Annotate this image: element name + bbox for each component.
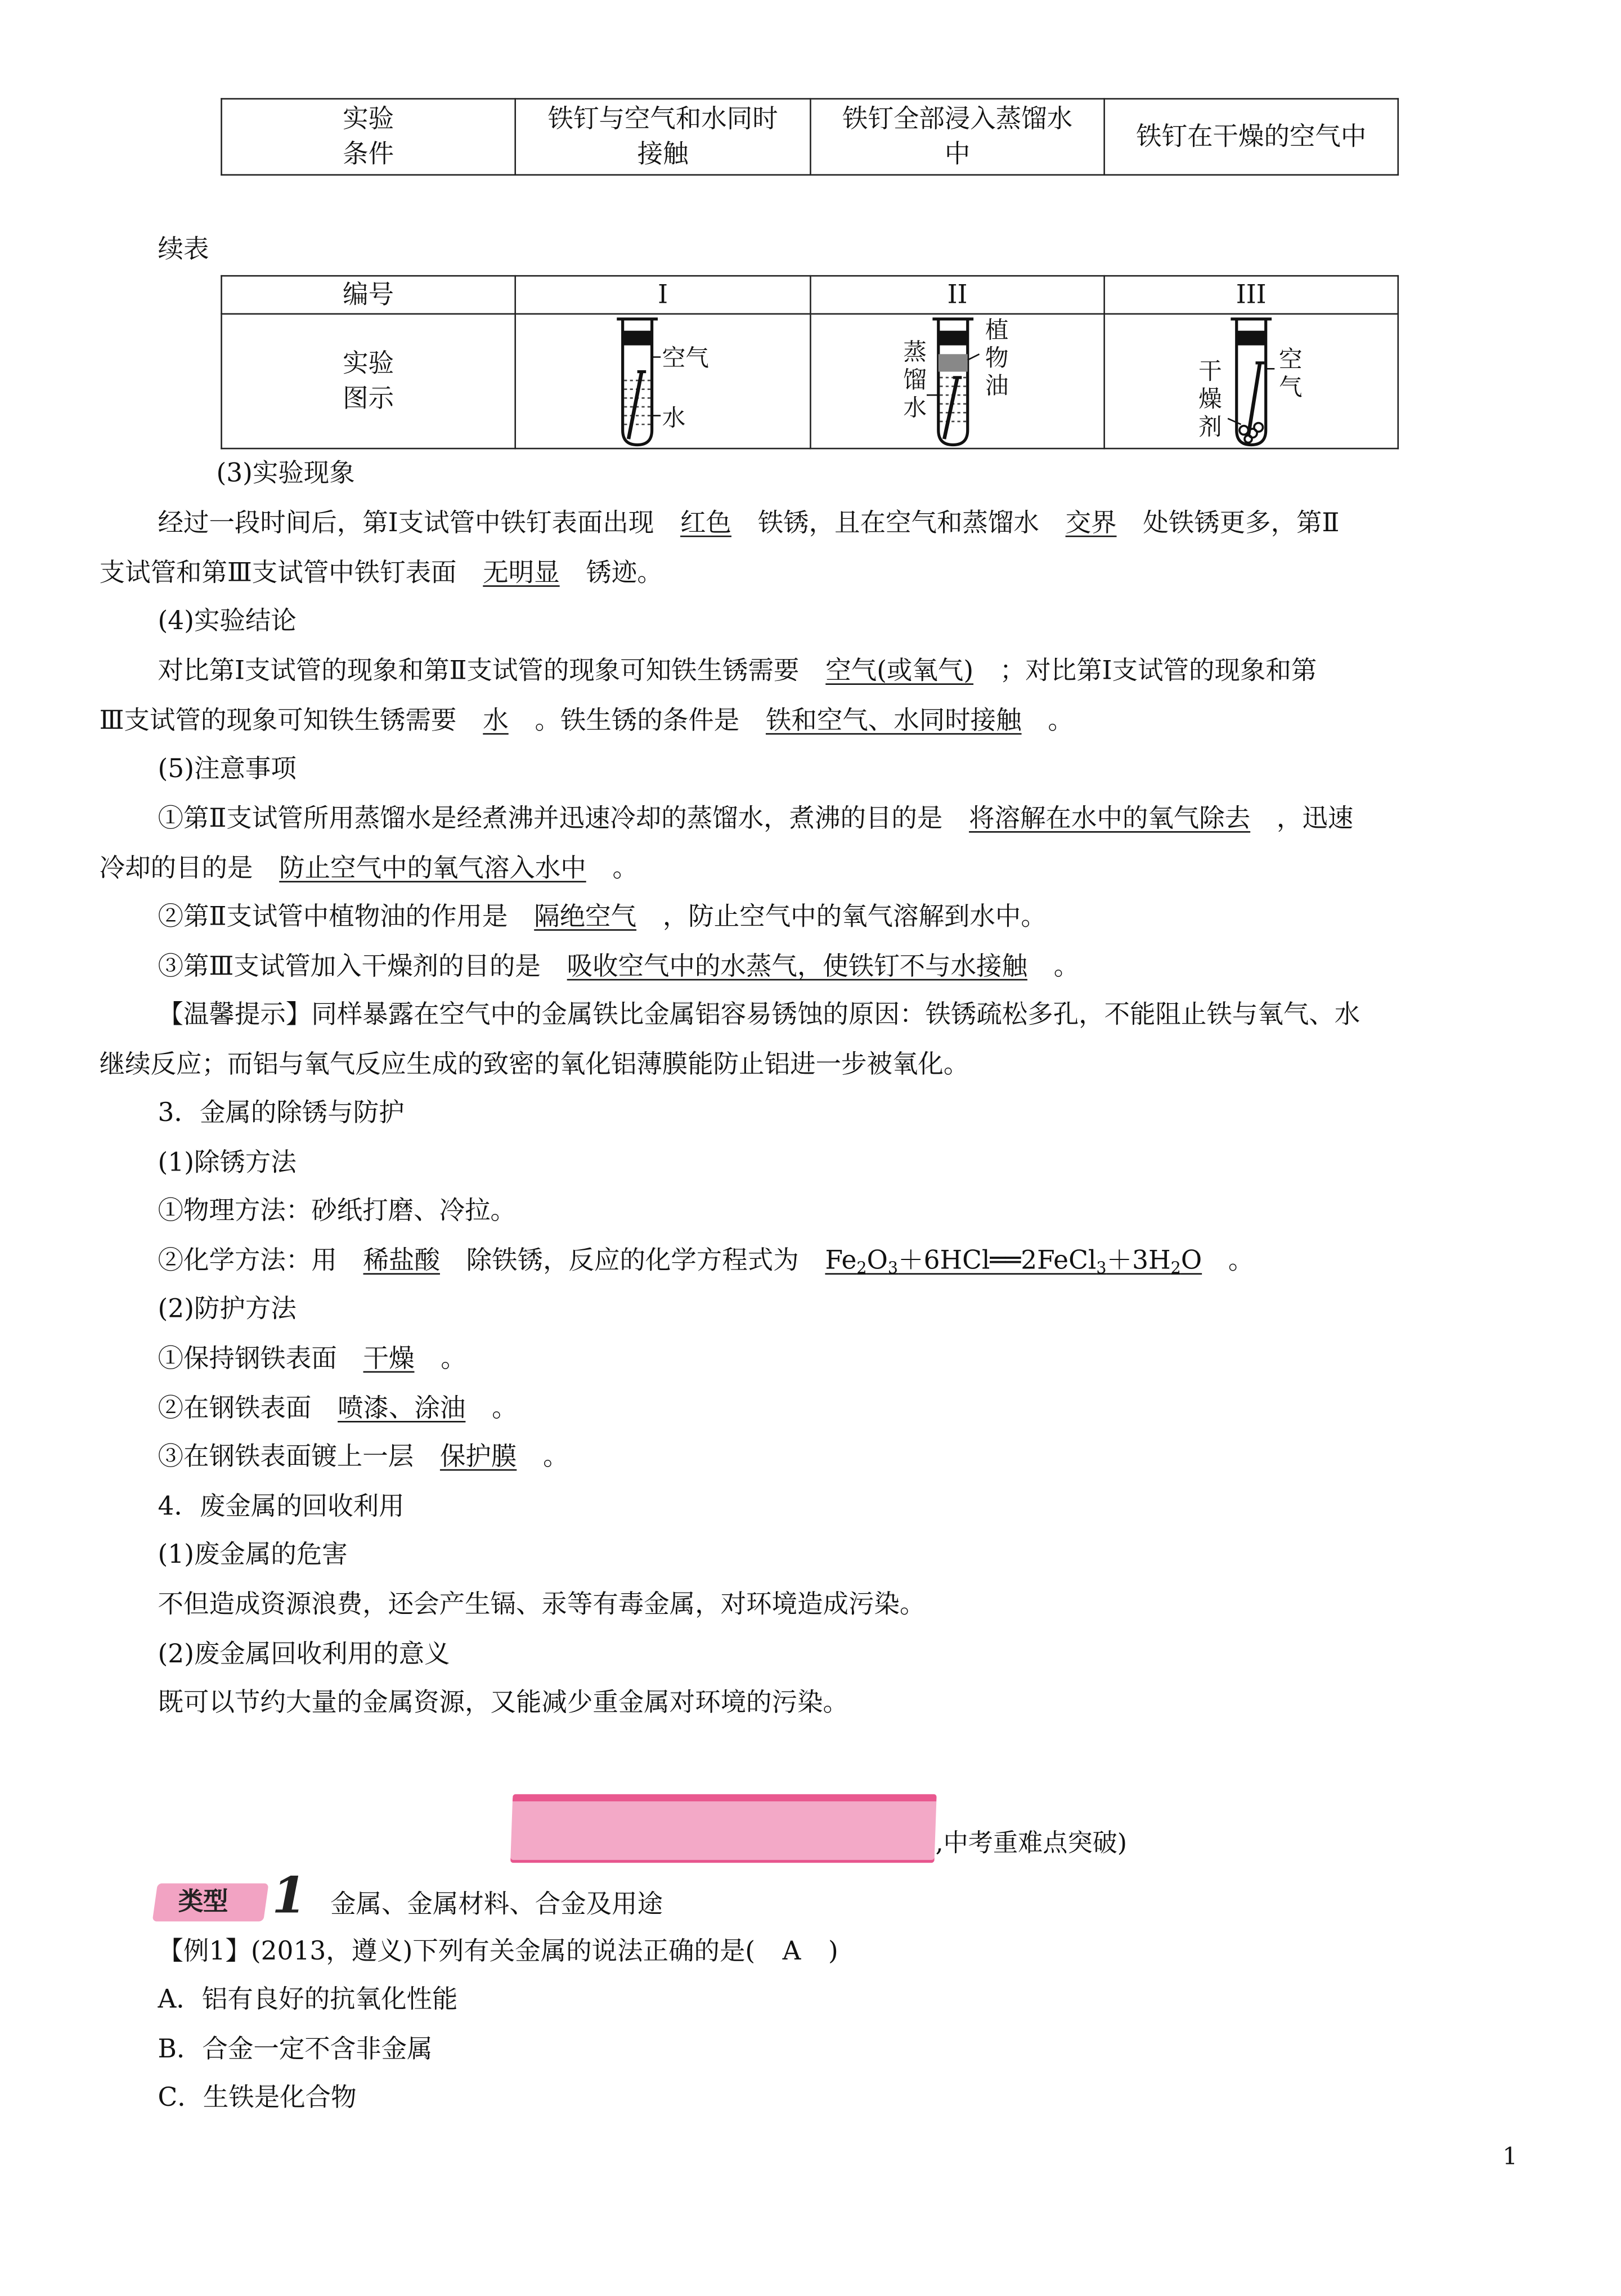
diagram-header-number: 编号 — [222, 276, 515, 314]
condition-tube-3: 铁钉在干燥的空气中 — [1104, 99, 1398, 175]
example-1-option-c: C．生铁是化合物 — [158, 2083, 357, 2113]
example-1-option-a: A．铝有良好的抗氧化性能 — [158, 1985, 458, 2015]
test-tube-3-diagram — [1219, 313, 1283, 450]
answer-blank: 无明显 — [483, 559, 560, 589]
note-2: ②第Ⅱ支试管中植物油的作用是 隔绝空气 ，防止空气中的氧气溶解到水中。 — [158, 903, 1047, 932]
example-1-stem: 【例1】(2013，遵义)下列有关金属的说法正确的是( A ) — [158, 1933, 838, 1971]
answer-blank: 干燥 — [363, 1344, 415, 1374]
answer-blank: 空气(或氧气) — [825, 657, 974, 687]
phenomenon-heading: (3)实验现象 — [216, 459, 355, 489]
conditions-table — [221, 98, 1399, 176]
condition-tube-2: 铁钉全部浸入蒸馏水 中 — [810, 99, 1104, 175]
tip-line-1: 【温馨提示】同样暴露在空气中的金属铁比金属铝容易锈蚀的原因：铁锈疏松多孔，不能阻止铁与氧气、水 — [158, 1001, 1360, 1030]
notes-heading: (5)注意事项 — [158, 755, 297, 784]
section-3-method-2: ②化学方法：用 稀盐酸 除铁锈，反应的化学方程式为 $Fe_2O_3+6HCl══2FeCl_3+3H_2O$ 。 — [158, 1246, 1254, 1278]
answer-blank: 隔绝空气 — [534, 903, 637, 932]
test-tube-1-diagram — [607, 313, 665, 450]
tube-3-air-label: 空气 — [1279, 345, 1303, 401]
protection-3: ③在钢铁表面镀上一层 保护膜 。 — [158, 1442, 569, 1473]
tip-line-2: 继续反应；而铝与氧气反应生成的致密的氧化铝薄膜能防止铝进一步被氧化。 — [99, 1051, 969, 1080]
diagram-header-1: I — [515, 276, 811, 314]
condition-tube-1: 铁钉与空气和水同时 接触 — [515, 99, 811, 175]
answer-blank: 铁和空气、水同时接触 — [765, 706, 1022, 737]
section-4-text-1: 不但造成资源浪费，还会产生镉、汞等有毒金属，对环境造成污染。 — [158, 1590, 926, 1620]
tube-1-water-label: 水 — [662, 403, 686, 432]
section-3-heading: 3．金属的除锈与防护 — [158, 1098, 405, 1128]
section-3-sub-2: (2)防护方法 — [158, 1295, 297, 1325]
answer-blank: 吸收空气中的水蒸气，使铁钉不与水接触 — [567, 952, 1027, 982]
section-4-text-2: 既可以节约大量的金属资源，又能减少重金属对环境的污染。 — [158, 1688, 849, 1718]
conditions-header-cell: 实验 条件 — [222, 99, 515, 175]
answer-blank: 红色 — [680, 509, 731, 539]
tube-1-air-label: 空气 — [662, 344, 709, 372]
protection-1: ①保持钢铁表面 干燥 。 — [158, 1344, 466, 1374]
protection-2: ②在钢铁表面 喷漆、涂油 。 — [158, 1394, 518, 1424]
equation-blank: $Fe_2O_3+6HCl══2FeCl_3+3H_2O$ — [825, 1246, 1202, 1278]
section-3-method-1: ①物理方法：砂纸打磨、冷拉。 — [158, 1197, 517, 1227]
section-4-sub-1: (1)废金属的危害 — [158, 1541, 348, 1571]
page-number: 1 — [1502, 2142, 1518, 2171]
section-3-sub-1: (1)除锈方法 — [158, 1149, 297, 1178]
section-banner — [511, 1794, 935, 1855]
answer-blank: 稀盐酸 — [363, 1246, 440, 1276]
type-number: 1 — [272, 1867, 307, 1926]
test-tube-2-diagram — [921, 313, 985, 450]
answer-blank: 将溶解在水中的氧气除去 — [969, 805, 1251, 835]
note-3: ③第Ⅲ支试管加入干燥剂的目的是 吸收空气中的水蒸气，使铁钉不与水接触 。 — [158, 952, 1080, 982]
tube-3-desiccant-label: 干燥剂 — [1198, 357, 1222, 441]
phenomenon-line-2: 支试管和第Ⅲ支试管中铁钉表面 无明显 锈迹。 — [99, 559, 663, 589]
answer-blank: 交界 — [1065, 509, 1117, 539]
note-1-line-2: 冷却的目的是 防止空气中的氧气溶入水中 。 — [99, 854, 638, 884]
answer-blank: 防止空气中的氧气溶入水中 — [279, 854, 586, 884]
phenomenon-line-1: 经过一段时间后，第Ⅰ支试管中铁钉表面出现 红色 铁锈，且在空气和蒸馏水 交界 处铁锈更多，第Ⅱ — [158, 509, 1340, 539]
section-4-heading: 4．废金属的回收利用 — [158, 1492, 405, 1522]
answer-blank: 喷漆、涂油 — [338, 1394, 466, 1424]
conclusion-line-1: 对比第Ⅰ支试管的现象和第Ⅱ支试管的现象可知铁生锈需要 空气(或氧气) ；对比第Ⅰ支试管的现象和第 — [158, 657, 1317, 687]
example-1-answer: A — [782, 1937, 801, 1967]
tube-2-water-label: 蒸馏水 — [903, 338, 927, 421]
example-1-option-b: B．合金一定不含非金属 — [158, 2035, 433, 2065]
type-badge-label: 类型 — [178, 1887, 228, 1917]
table-continued-caption: 续表 — [158, 235, 209, 265]
banner-title: ,中考重难点突破) — [935, 1829, 1128, 1859]
conclusion-heading: (4)实验结论 — [158, 607, 297, 637]
banner-ribbon — [510, 1794, 937, 1863]
note-1-line-1: ①第Ⅱ支试管所用蒸馏水是经煮沸并迅速冷却的蒸馏水，煮沸的目的是 将溶解在水中的氧气除去 ，迅速 — [158, 805, 1354, 835]
diagram-header-2: II — [810, 276, 1104, 314]
section-4-sub-2: (2)废金属回收利用的意义 — [158, 1640, 450, 1670]
diagram-row-label: 实验 图示 — [222, 314, 515, 449]
type-title: 金属、金属材料、合金及用途 — [330, 1890, 663, 1920]
answer-blank: 水 — [483, 706, 509, 737]
answer-blank: 保护膜 — [439, 1442, 517, 1473]
tube-2-oil-label: 植物油 — [985, 316, 1009, 400]
diagram-header-3: III — [1104, 276, 1398, 314]
conclusion-line-2: Ⅲ支试管的现象可知铁生锈需要 水 。铁生锈的条件是 铁和空气、水同时接触 。 — [99, 706, 1074, 737]
